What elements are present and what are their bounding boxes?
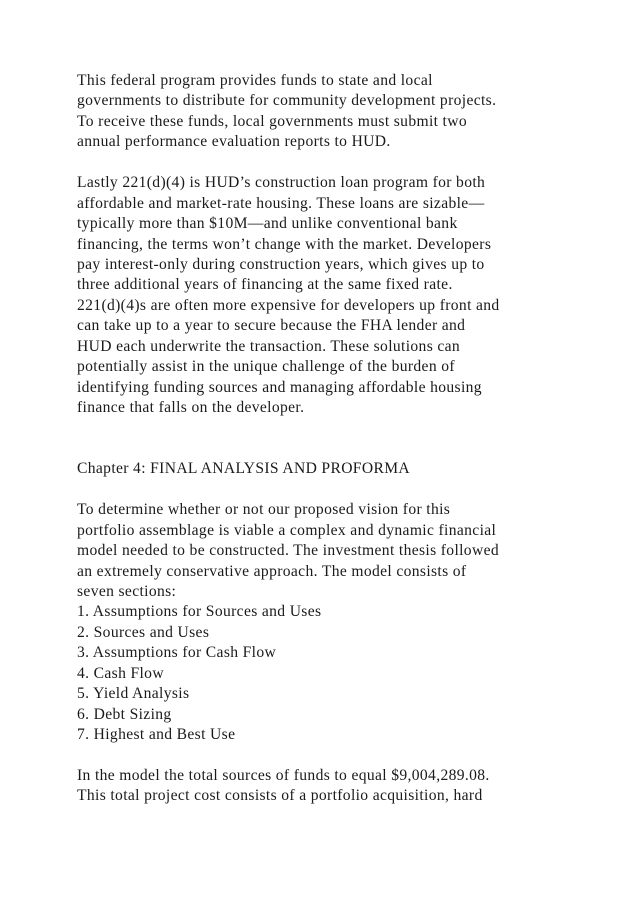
- list-item: 7. Highest and Best Use: [77, 726, 236, 744]
- text-line: potentially assist in the unique challenge of the burden of: [77, 358, 455, 376]
- text-line: identifying funding sources and managing affordable housing: [77, 378, 482, 396]
- list-item: 2. Sources and Uses: [77, 623, 210, 641]
- text-line: To receive these funds, local governments must submit two: [77, 112, 467, 130]
- text-line: Lastly 221(d)(4) is HUD’s construction loan program for both: [77, 174, 486, 192]
- list-item: 5. Yield Analysis: [77, 685, 190, 703]
- text-line: pay interest-only during construction years, which gives up to: [77, 255, 485, 273]
- text-line: In the model the total sources of funds to equal $9,004,289.08.: [77, 766, 490, 784]
- paragraph-221d4-loan-program: [77, 173, 577, 418]
- text-line: This total project cost consists of a portfolio acquisition, hard: [77, 787, 483, 805]
- text-line: financing, the terms won’t change with the market. Developers: [77, 235, 492, 253]
- text-line: typically more than $10M—and unlike conventional bank: [77, 215, 458, 233]
- text-line: model needed to be constructed. The investment thesis followed: [77, 542, 499, 560]
- text-line: To determine whether or not our proposed vision for this: [77, 501, 451, 519]
- chapter-heading: Chapter 4: FINAL ANALYSIS AND PROFORMA: [77, 460, 411, 478]
- paragraph-spacer: [77, 745, 577, 765]
- text-line: three additional years of financing at the same fixed rate.: [77, 276, 453, 294]
- text-line: This federal program provides funds to state and local: [77, 72, 433, 89]
- text-line: governments to distribute for community development projects.: [77, 92, 497, 110]
- section-spacer: [77, 418, 577, 459]
- text-line: annual performance evaluation reports to HUD.: [77, 133, 391, 151]
- paragraph-program-funds: [77, 71, 577, 153]
- paragraph-model-intro: [77, 500, 577, 602]
- text-line: an extremely conservative approach. The model consists of: [77, 562, 467, 580]
- model-sections-list: [77, 602, 577, 745]
- text-line: finance that falls on the developer.: [77, 399, 305, 416]
- paragraph-spacer: [77, 480, 577, 500]
- text-line: seven sections:: [77, 582, 177, 600]
- list-item: 1. Assumptions for Sources and Uses: [77, 603, 322, 621]
- list-item: 6. Debt Sizing: [77, 705, 172, 723]
- text-line: affordable and market-rate housing. These loans are sizable—: [77, 194, 485, 212]
- text-line: HUD each underwrite the transaction. These solutions can: [77, 337, 461, 355]
- text-line: 221(d)(4)s are often more expensive for developers up front and: [77, 296, 500, 314]
- list-item: 3. Assumptions for Cash Flow: [77, 644, 277, 662]
- paragraph-spacer: [77, 153, 577, 173]
- text-line: can take up to a year to secure because the FHA lender and: [77, 317, 466, 335]
- paragraph-total-sources: [77, 766, 577, 807]
- document-body: [77, 71, 577, 807]
- list-item: 4. Cash Flow: [77, 664, 164, 682]
- text-line: portfolio assemblage is viable a complex and dynamic financial: [77, 521, 497, 539]
